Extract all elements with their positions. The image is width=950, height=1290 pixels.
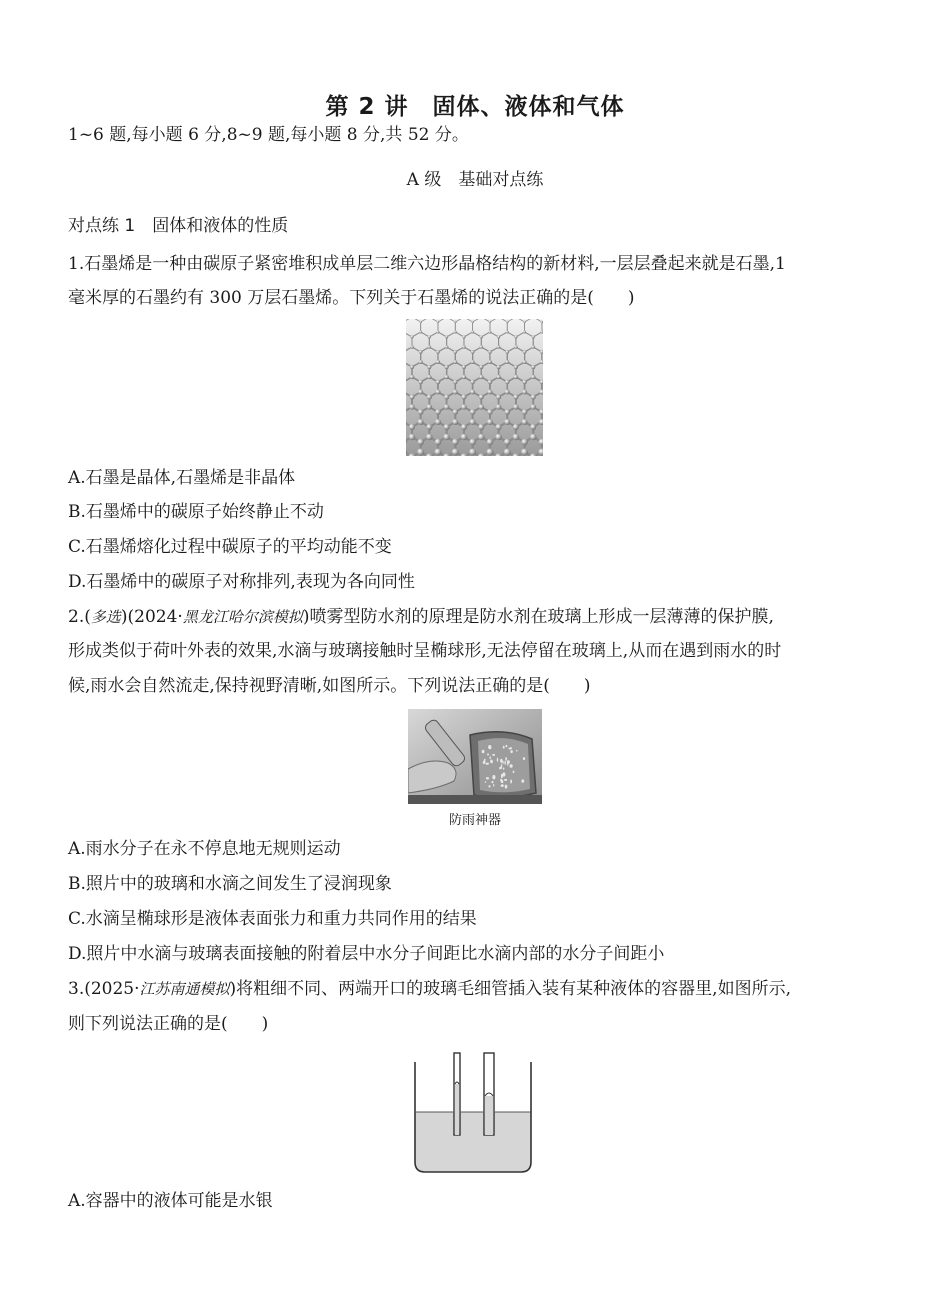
- carbon-atom: [419, 331, 422, 334]
- q2-option-b: B.照片中的玻璃和水滴之间发生了浸润现象: [68, 874, 392, 894]
- carbon-atom: [513, 404, 518, 409]
- water-droplet: [492, 775, 495, 779]
- carbon-atom: [487, 390, 492, 395]
- q1-option-d: D.石墨烯中的碳原子对称排列,表现为各向同性: [68, 572, 415, 592]
- water-droplet: [503, 767, 504, 769]
- water-droplet: [488, 785, 490, 787]
- carbon-atom: [454, 321, 456, 323]
- carbon-atom: [495, 434, 501, 440]
- water-droplet: [486, 763, 489, 765]
- carbon-atom: [505, 360, 509, 364]
- carbon-atom: [470, 380, 474, 384]
- carbon-atom: [461, 434, 467, 440]
- carbon-atom: [454, 350, 457, 353]
- carbon-atom: [444, 424, 450, 430]
- carbon-atom: [504, 449, 511, 456]
- carbon-atom: [470, 390, 475, 395]
- q1-stem-line1: 1.石墨烯是一种由碳原子紧密堆积成单层二维六边形晶格结构的新材料,一层层叠起来就是石墨,1: [68, 254, 786, 274]
- carbon-atom: [435, 409, 440, 414]
- water-droplet: [521, 779, 524, 782]
- carbon-atom: [514, 375, 518, 379]
- carbon-atom: [513, 424, 519, 430]
- carbon-atom: [531, 395, 536, 400]
- carbon-atom: [488, 360, 492, 364]
- carbon-atom: [521, 439, 527, 445]
- q2-option-a: A.雨水分子在永不停息地无规则运动: [68, 839, 341, 859]
- water-droplet: [484, 759, 486, 761]
- carbon-atom: [506, 321, 508, 323]
- carbon-atom: [496, 375, 500, 379]
- carbon-atom: [427, 404, 432, 409]
- water-droplet: [505, 745, 507, 748]
- carbon-atom: [541, 321, 543, 323]
- figure-caption: 防雨神器: [448, 813, 501, 828]
- water-droplet: [490, 760, 493, 764]
- q3-stem-line1: [68, 978, 791, 1000]
- q1-stem-line2: 毫米厚的石墨约有 300 万层石墨烯。下列关于石墨烯的说法正确的是( ): [68, 288, 635, 308]
- water-droplet: [487, 753, 489, 755]
- q2-option-d: D.照片中水滴与玻璃表面接触的附着层中水分子间距比水滴内部的水分子间距小: [68, 944, 665, 964]
- carbon-atom: [463, 336, 466, 339]
- carbon-atom: [436, 380, 440, 384]
- carbon-atom: [418, 390, 423, 395]
- carbon-atom: [462, 365, 466, 369]
- carbon-atom: [523, 321, 525, 323]
- water-droplet: [502, 761, 503, 765]
- water-droplet: [497, 758, 498, 762]
- carbon-atom: [480, 336, 483, 339]
- water-droplet: [486, 777, 489, 779]
- carbon-atom: [454, 331, 457, 334]
- carbon-atom: [479, 365, 483, 369]
- water-droplet: [493, 784, 494, 787]
- carbon-atom: [419, 321, 421, 323]
- carbon-atom: [444, 375, 448, 379]
- water-droplet: [510, 764, 513, 768]
- carbon-atom: [417, 439, 423, 445]
- carbon-atom: [409, 424, 415, 430]
- carbon-atom: [521, 449, 528, 456]
- water-droplet: [500, 759, 502, 763]
- carbon-atom: [469, 439, 475, 445]
- carbon-atom: [532, 336, 535, 339]
- carbon-atom: [496, 395, 501, 400]
- carbon-atom: [504, 439, 510, 445]
- carbon-atom: [436, 360, 440, 364]
- carbon-atom: [461, 404, 466, 409]
- carbon-atom: [427, 365, 431, 369]
- carbon-atom: [505, 409, 510, 414]
- carbon-atom: [478, 434, 484, 440]
- carbon-atom: [488, 331, 491, 334]
- carbon-atom: [443, 434, 449, 440]
- carbon-atom: [418, 380, 422, 384]
- q3-prefix: 3.(2025·: [68, 979, 140, 999]
- q2-source: 黑龙江哈尔滨模拟: [182, 608, 303, 626]
- carbon-atom: [437, 331, 440, 334]
- carbon-atom: [426, 424, 432, 430]
- carbon-atom: [505, 380, 509, 384]
- carbon-atom: [411, 336, 414, 339]
- carbon-atom: [497, 336, 500, 339]
- water-droplet: [508, 748, 510, 750]
- rainproof-spray-photo: [408, 709, 542, 804]
- carbon-atom: [461, 424, 467, 430]
- carbon-atom: [427, 395, 432, 400]
- carbon-atom: [435, 449, 442, 456]
- q2-option-c: C.水滴呈椭球形是液体表面张力和重力共同作用的结果: [68, 909, 477, 929]
- water-droplet: [501, 780, 504, 783]
- water-droplet: [505, 757, 507, 761]
- carbon-atom: [532, 345, 535, 348]
- carbon-atom: [445, 365, 449, 369]
- carbon-atom: [462, 395, 467, 400]
- water-droplet: [485, 781, 486, 783]
- carbon-atom: [452, 419, 458, 425]
- page-title: 第 2 讲 固体、液体和气体: [325, 94, 625, 120]
- carbon-atom: [514, 336, 517, 339]
- carbon-atom: [505, 390, 510, 395]
- q2-stem-rest: )喷雾型防水剂的原理是防水剂在玻璃上形成一层薄薄的保护膜,: [302, 607, 774, 627]
- carbon-atom: [480, 345, 483, 348]
- carbon-atom: [486, 449, 493, 456]
- carbon-atom: [444, 404, 449, 409]
- carbon-atom: [469, 449, 476, 456]
- carbon-atom: [522, 380, 526, 384]
- scoring-note: 1~6 题,每小题 6 分,8~9 题,每小题 8 分,共 52 分。: [68, 125, 469, 145]
- carbon-atom: [453, 380, 457, 384]
- carbon-atom: [453, 360, 457, 364]
- water-droplet: [489, 746, 490, 748]
- carbon-atom: [445, 345, 448, 348]
- carbon-atom: [479, 404, 484, 409]
- carbon-atom: [452, 449, 459, 456]
- carbon-atom: [506, 350, 509, 353]
- graphene-lattice-image: [406, 319, 543, 456]
- water-droplet: [523, 757, 525, 760]
- carbon-atom: [531, 365, 535, 369]
- carbon-atom: [419, 350, 422, 353]
- carbon-atom: [523, 350, 526, 353]
- carbon-atom: [462, 375, 466, 379]
- carbon-atom: [496, 404, 501, 409]
- carbon-atom: [488, 380, 492, 384]
- carbon-atom: [530, 434, 536, 440]
- carbon-atom: [428, 345, 431, 348]
- carbon-atom: [531, 404, 536, 409]
- water-droplet: [516, 750, 518, 752]
- carbon-atom: [479, 375, 483, 379]
- carbon-atom: [426, 434, 432, 440]
- carbon-atom: [418, 419, 424, 425]
- carbon-atom: [479, 395, 484, 400]
- water-droplet: [482, 750, 485, 754]
- carbon-atom: [452, 439, 458, 445]
- carbon-atom: [435, 439, 441, 445]
- section-heading: 对点练 1 固体和液体的性质: [68, 216, 289, 236]
- carbon-atom: [410, 395, 415, 400]
- carbon-atom: [417, 449, 424, 456]
- water-droplet: [499, 767, 502, 769]
- water-droplet: [510, 750, 512, 753]
- q3-option-a: A.容器中的液体可能是水银: [68, 1191, 273, 1211]
- carbon-atom: [504, 419, 510, 425]
- carbon-atom: [410, 375, 414, 379]
- carbon-atom: [445, 336, 448, 339]
- q2-prefix: 2.(: [68, 607, 91, 627]
- carbon-atom: [497, 365, 501, 369]
- carbon-atom: [410, 345, 413, 348]
- carbon-atom: [514, 345, 517, 348]
- carbon-atom: [489, 321, 491, 323]
- carbon-atom: [522, 419, 528, 425]
- q1-option-c: C.石墨烯熔化过程中碳原子的平均动能不变: [68, 537, 392, 557]
- carbon-atom: [471, 331, 474, 334]
- carbon-atom: [409, 434, 415, 440]
- carbon-atom: [530, 424, 536, 430]
- water-droplet: [505, 785, 508, 789]
- carbon-atom: [428, 336, 431, 339]
- carbon-atom: [435, 419, 441, 425]
- carbon-atom: [513, 434, 519, 440]
- carbon-atom: [444, 395, 449, 400]
- carbon-atom: [436, 350, 439, 353]
- carbon-atom: [409, 404, 414, 409]
- carbon-atom: [471, 350, 474, 353]
- level-heading: A 级 基础对点练: [406, 170, 544, 190]
- carbon-atom: [436, 390, 441, 395]
- q3-stem-line2: 则下列说法正确的是( ): [68, 1014, 269, 1034]
- carbon-atom: [531, 375, 535, 379]
- carbon-atom: [462, 345, 465, 348]
- carbon-atom: [453, 409, 458, 414]
- carbon-atom: [506, 331, 509, 334]
- carbon-atom: [471, 360, 475, 364]
- water-droplet: [513, 771, 515, 774]
- water-droplet: [501, 784, 504, 787]
- water-droplet: [491, 781, 493, 783]
- carbon-atom: [522, 390, 527, 395]
- carbon-atom: [410, 365, 414, 369]
- water-droplet: [490, 756, 491, 759]
- q3-source: 江苏南通模拟: [139, 980, 230, 998]
- carbon-atom: [496, 424, 502, 430]
- carbon-atom: [487, 409, 492, 414]
- water-droplet: [507, 761, 508, 765]
- carbon-atom: [523, 331, 526, 334]
- q3-stem-rest: )将粗细不同、两端开口的玻璃毛细管插入装有某种液体的容器里,如图所示,: [229, 979, 791, 999]
- carbon-atom: [522, 409, 527, 414]
- carbon-atom: [523, 360, 527, 364]
- carbon-atom: [471, 321, 473, 323]
- water-droplet: [502, 772, 505, 776]
- carbon-atom: [453, 390, 458, 395]
- carbon-atom: [497, 345, 500, 348]
- carbon-atom: [478, 424, 484, 430]
- water-droplet: [503, 746, 505, 749]
- q2-stem-line3: 候,雨水会自然流走,保持视野清晰,如图所示。下列说法正确的是( ): [68, 676, 591, 696]
- carbon-atom: [437, 321, 439, 323]
- carbon-atom: [470, 419, 476, 425]
- water-droplet: [510, 780, 512, 784]
- q2-source-open: )(2024·: [120, 607, 183, 627]
- water-droplet: [504, 779, 507, 781]
- carbon-atom: [419, 360, 423, 364]
- q2-stem-line1: [68, 606, 774, 628]
- q1-option-b: B.石墨烯中的碳原子始终静止不动: [68, 502, 324, 522]
- carbon-atom: [513, 395, 518, 400]
- carbon-atom: [427, 375, 431, 379]
- carbon-atom: [514, 365, 518, 369]
- water-droplet: [492, 754, 495, 756]
- capillary-tube-diagram: [408, 1050, 538, 1176]
- q2-stem-line2: 形成类似于荷叶外表的效果,水滴与玻璃接触时呈椭球形,无法停留在玻璃上,从而在遇到雨水的时: [68, 641, 782, 661]
- carbon-atom: [487, 419, 493, 425]
- carbon-atom: [488, 350, 491, 353]
- carbon-atom: [470, 409, 475, 414]
- water-droplet: [483, 761, 486, 764]
- q1-option-a: A.石墨是晶体,石墨烯是非晶体: [68, 468, 296, 488]
- water-droplet: [504, 761, 505, 765]
- carbon-atom: [418, 409, 423, 414]
- q2-tag: 多选: [90, 608, 121, 626]
- carbon-atom: [487, 439, 493, 445]
